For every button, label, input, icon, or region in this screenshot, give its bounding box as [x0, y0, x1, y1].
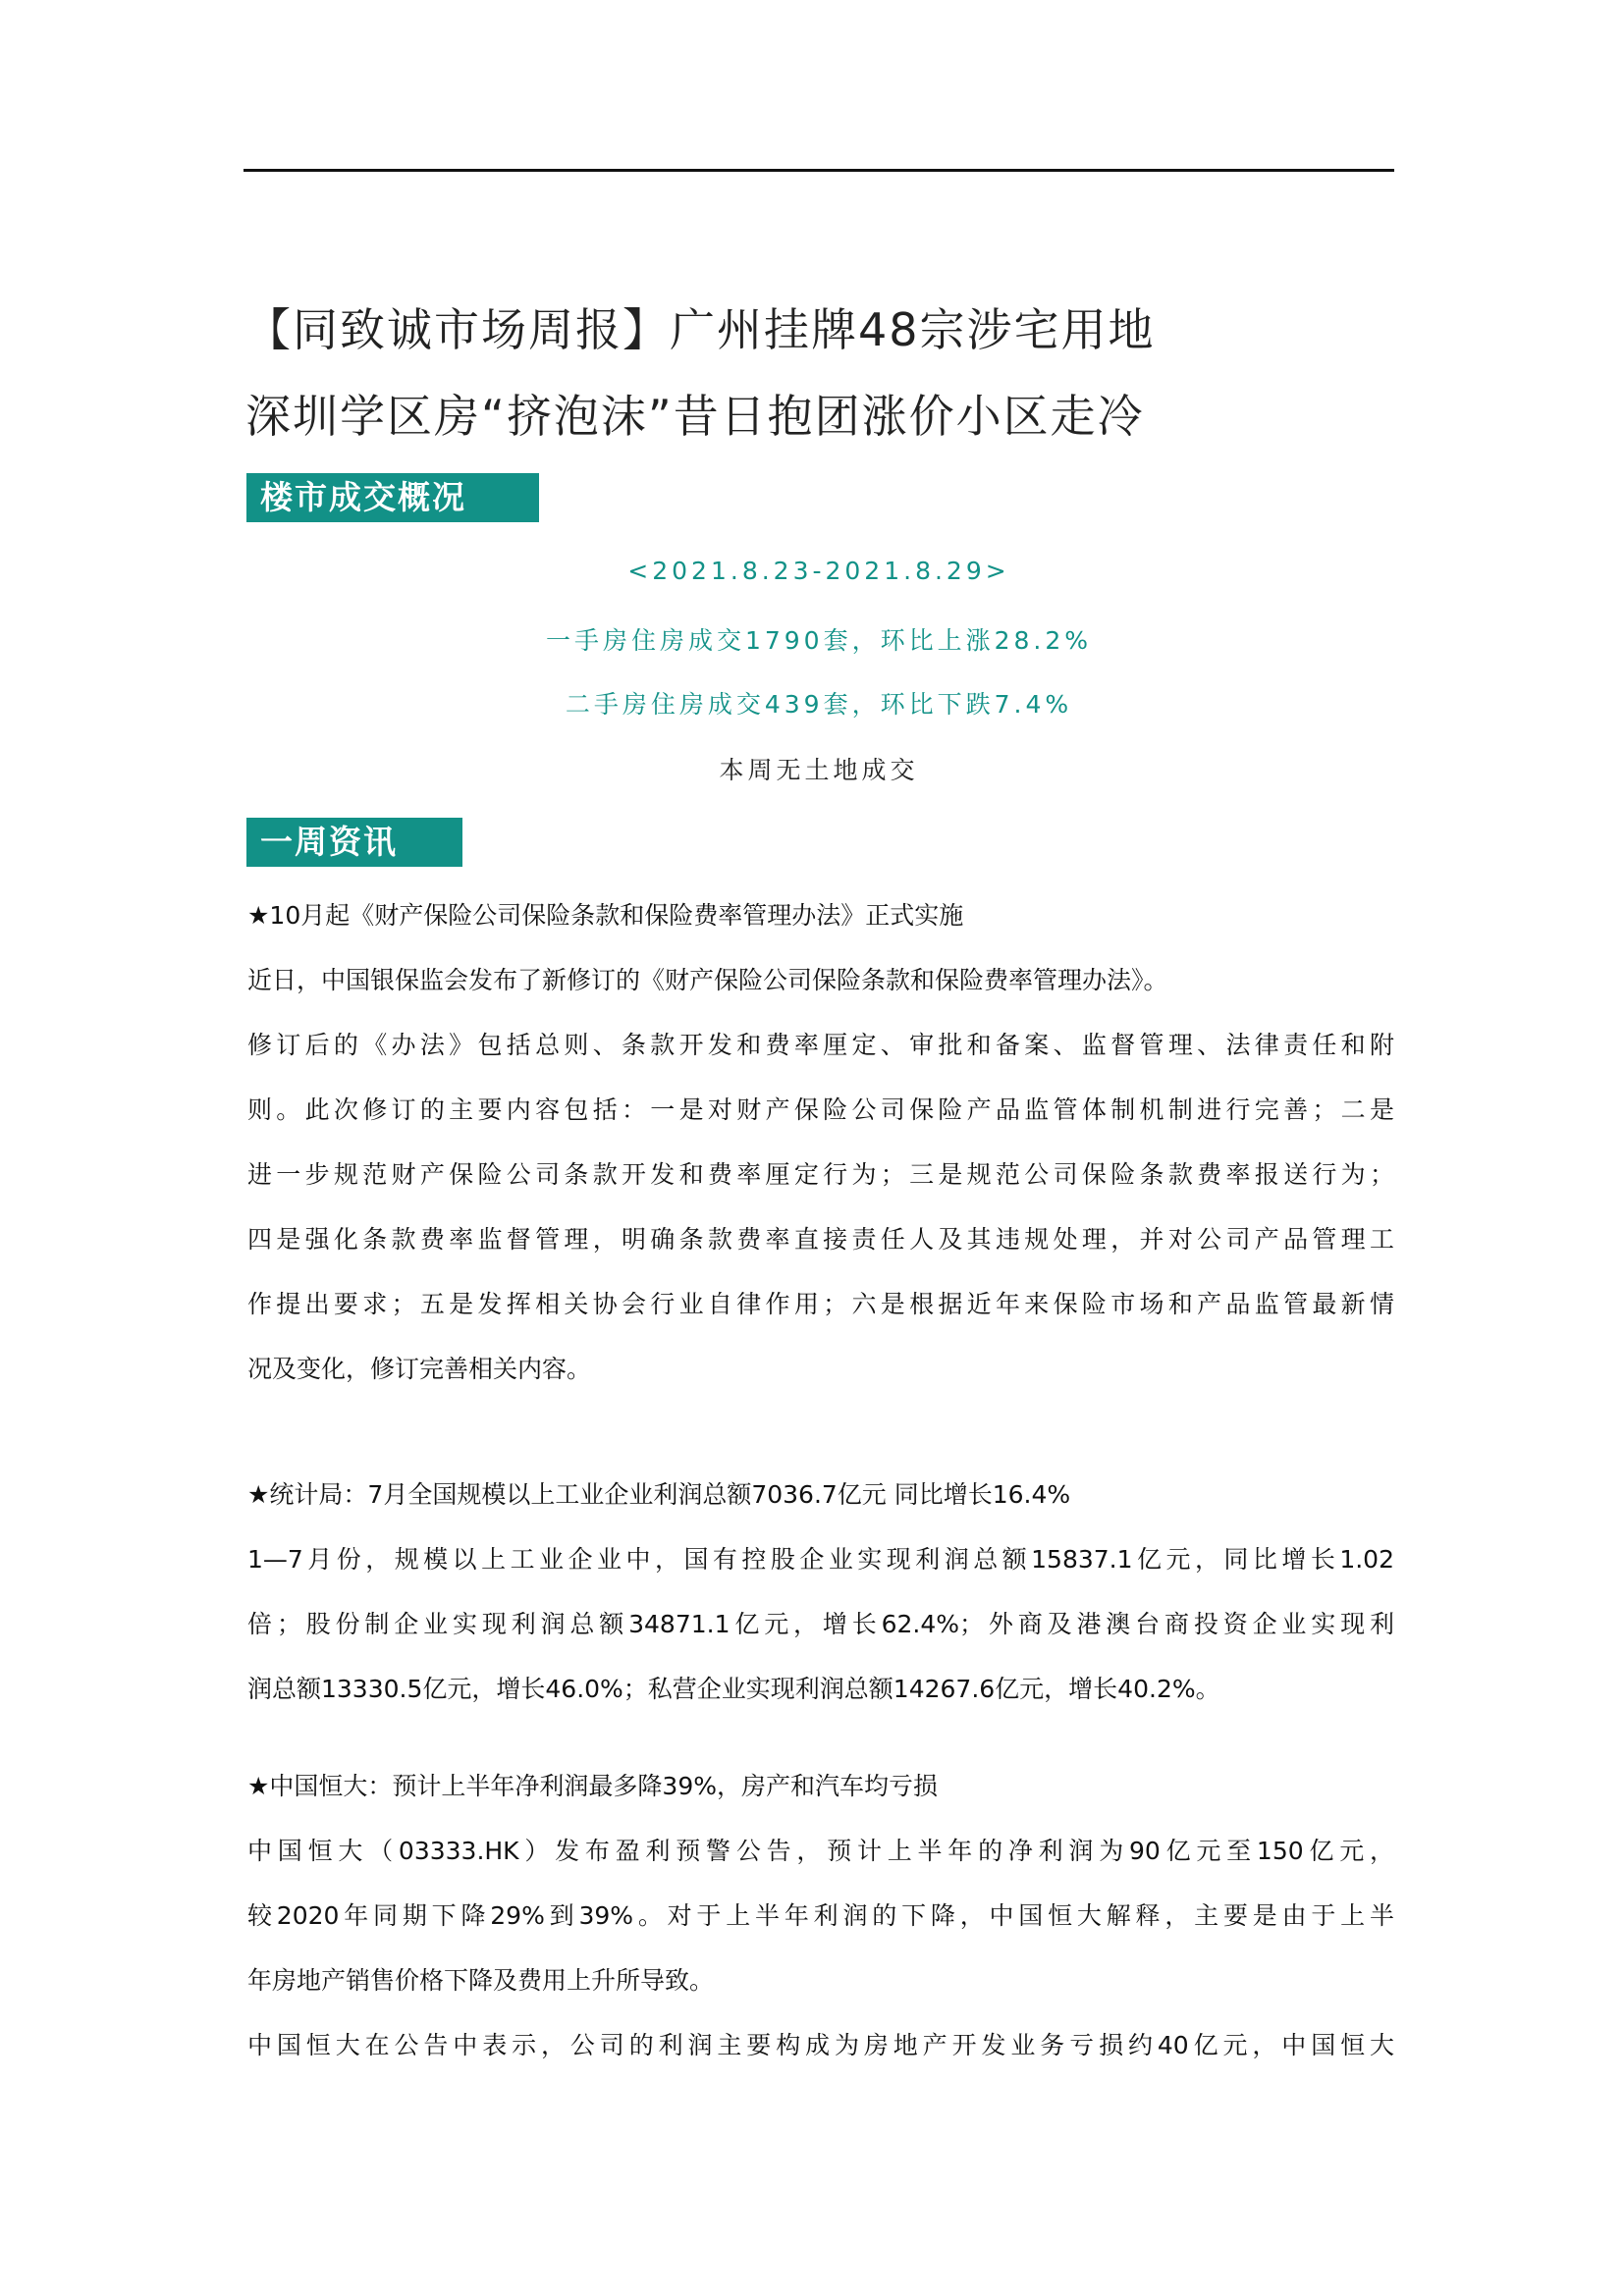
header-rule	[244, 169, 1394, 172]
news-paragraph-line: 则。此次修订的主要内容包括：一是对财产保险公司保险产品监管体制机制进行完善；二是	[247, 1095, 1394, 1124]
news-paragraph-line: 较2020年同期下降29%到39%。对于上半年利润的下降，中国恒大解释，主要是由于上半	[247, 1901, 1394, 1930]
news-paragraph-line: 进一步规范财产保险公司条款开发和费率厘定行为；三是规范公司保险条款费率报送行为；	[247, 1160, 1394, 1189]
report-title-line-2: 深圳学区房“挤泡沫”昔日抱团涨价小区走冷	[245, 390, 1145, 443]
news-paragraph-line: 中国恒大（03333.HK）发布盈利预警公告，预计上半年的净利润为90亿元至150亿元，	[247, 1837, 1394, 1865]
news-paragraph-line: 润总额13330.5亿元，增长46.0%；私营企业实现利润总额14267.6亿元，增长40.2%。	[247, 1675, 1220, 1703]
new-home-transactions: 一手房住房成交1790套，环比上涨28.2%	[545, 626, 1093, 655]
news-paragraph-line: 倍；股份制企业实现利润总额34871.1亿元，增长62.4%；外商及港澳台商投资企业实现利	[247, 1610, 1394, 1638]
news-headline: ★中国恒大：预计上半年净利润最多降39%，房产和汽车均亏损	[247, 1772, 938, 1800]
news-section-header: 一周资讯	[246, 818, 462, 867]
news-item	[247, 883, 1394, 1402]
news-paragraph-line: 近日，中国银保监会发布了新修订的《财产保险公司保险条款和保险费率管理办法》。	[247, 966, 1168, 994]
news-paragraph-line: 中国恒大在公告中表示，公司的利润主要构成为房地产开发业务亏损约40亿元，中国恒大	[247, 2031, 1394, 2059]
market-section-header: 楼市成交概况	[246, 473, 539, 522]
news-paragraph-line: 作提出要求；五是发挥相关协会行业自律作用；六是根据近年来保险市场和产品监管最新情	[247, 1290, 1394, 1318]
news-paragraph-line: 况及变化，修订完善相关内容。	[247, 1355, 592, 1383]
news-paragraph-line: 1—7月份，规模以上工业企业中，国有控股企业实现利润总额15837.1亿元，同比增长1.02	[247, 1545, 1394, 1574]
news-headline: ★10月起《财产保险公司保险条款和保险费率管理办法》正式实施	[247, 901, 964, 930]
land-transactions: 本周无土地成交	[719, 756, 919, 784]
news-paragraph-line: 年房地产销售价格下降及费用上升所导致。	[247, 1966, 715, 1995]
news-item	[247, 1463, 1394, 1722]
date-range: <2021.8.23-2021.8.29>	[627, 557, 1010, 585]
news-headline: ★统计局：7月全国规模以上工业企业利润总额7036.7亿元 同比增长16.4%	[247, 1480, 1071, 1509]
second-hand-transactions: 二手房住房成交439套，环比下跌7.4%	[565, 690, 1073, 719]
news-paragraph-line: 四是强化条款费率监督管理，明确条款费率直接责任人及其违规处理，并对公司产品管理工	[247, 1225, 1394, 1254]
report-title-line-1: 【同致诚市场周报】广州挂牌48宗涉宅用地	[245, 303, 1156, 356]
news-paragraph-line: 修订后的《办法》包括总则、条款开发和费率厘定、审批和备案、监督管理、法律责任和附	[247, 1031, 1394, 1059]
news-item	[247, 1754, 1394, 2078]
